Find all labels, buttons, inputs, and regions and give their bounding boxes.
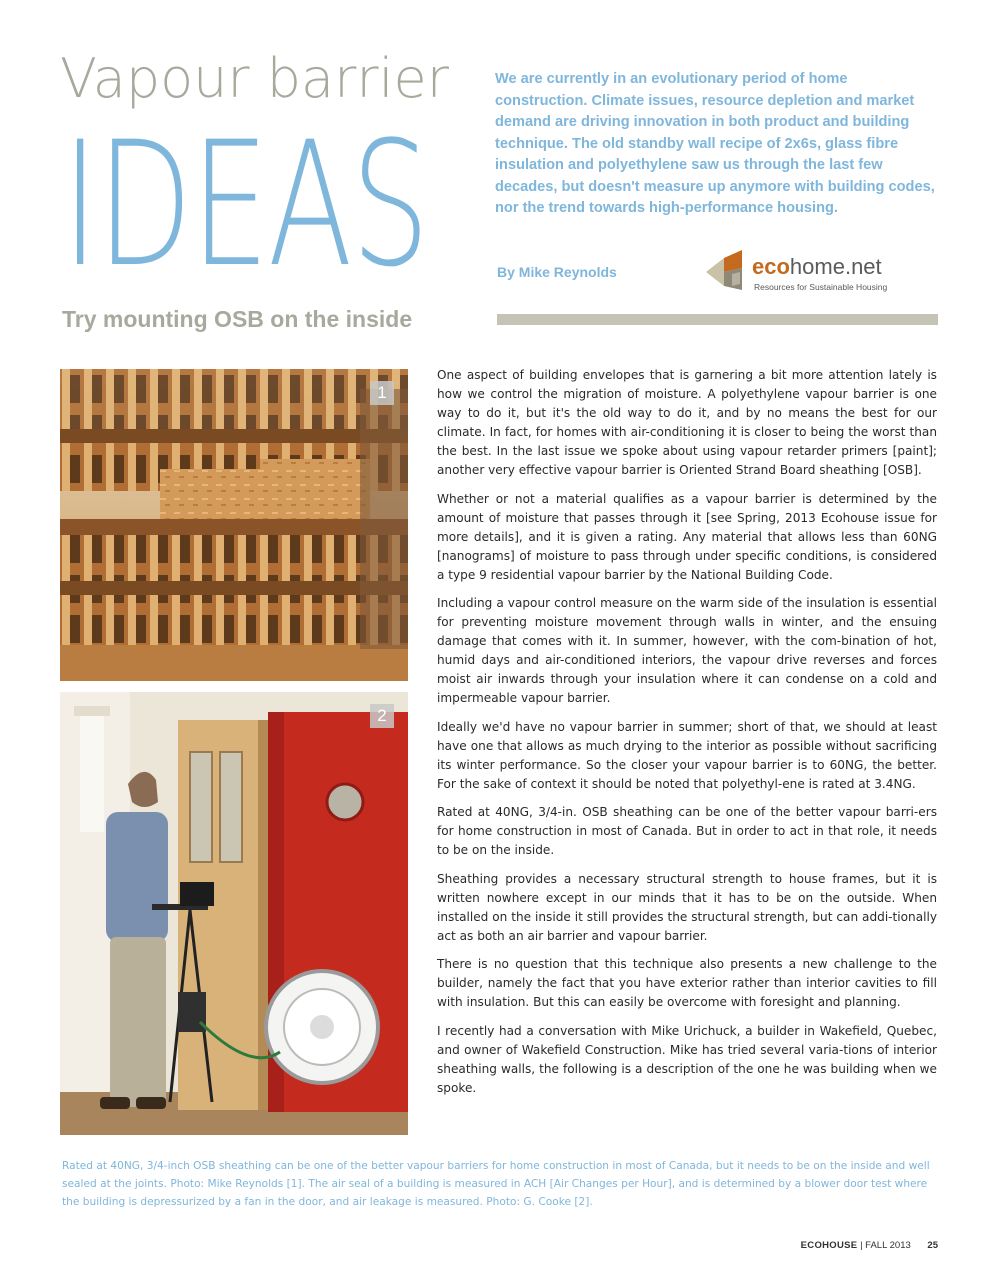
photo-osb-framing — [60, 369, 408, 681]
footer-publication: ECOHOUSE — [800, 1240, 858, 1251]
article-body — [437, 366, 937, 1107]
ecohome-wordmark: ecohome.net — [752, 254, 882, 279]
article-paragraph-7: There is no question that this technique also presents a new challenge to the builder, namely the fact that you have exterior rather than interior cavities to fill with insulation. But this can easily be overcome with foresight and planning. — [437, 957, 937, 1009]
page-footer — [760, 1240, 938, 1251]
article-paragraph-3: Including a vapour control measure on the warm side of the insulation is essential for preventing moisture movement through walls in winter, and the ensuing damage that comes with it. In summer, however, with the com-bination of hot, humid days and air-conditioned interiors, the vapour drive reverses and forces moist air inwards through your insulation where it can condense on a cold and impermeable vapour barrier. — [437, 596, 937, 705]
article-paragraph-1: One aspect of building envelopes that is garnering a bit more attention lately is how we control the migration of moisture. A polyethylene vapour barrier is one way to do it, but it's the old way to do it, and by no means the best for our climate. In fact, for homes with air-conditioning it is closer to being the worst than the best. In the last issue we spoke about using vapour retarder primers [paint]; another very effective vapour barrier is Oriented Strand Board sheathing [OSB]. — [437, 368, 937, 477]
article-paragraph-6: Sheathing provides a necessary structural strength to house frames, but it is written nowhere except in our minds that it has to be on the outside. When installed on the inside it still provides the structural strength, but can addi-tionally act as both an air barrier and vapour barrier. — [437, 871, 937, 943]
article-paragraph-5: Rated at 40NG, 3/4-in. OSB sheathing can be one of the better vapour barri-ers for home construction in most of Canada. But in order to act in that role, it needs to be on the inside. — [437, 805, 937, 857]
title-ideas: IDEAS — [62, 104, 429, 305]
page-number: 25 — [927, 1240, 938, 1251]
photo-1-badge: 1 — [370, 381, 394, 405]
footer-issue: FALL 2013 — [865, 1240, 911, 1251]
photo-osb-framing-image — [60, 369, 408, 681]
article-paragraph-8: I recently had a conversation with Mike Urichuck, a builder in Wakefield, Quebec, and owner of Wakefield Construction. Mike has tried several varia-tions of interior sheathing walls, the following is a description of the one he was building when we spoke. — [437, 1023, 937, 1095]
article-paragraph-4: Ideally we'd have no vapour barrier in summer; short of that, we should at least have one that allows as much drying to the interior as possible without sacrificing its winter performance. So the closer your vapour barrier is to 60NG, the better. For the sake of context it should be noted that polyethyl-ene is rated at 3.4NG. — [437, 719, 937, 791]
subtitle: Try mounting OSB on the inside — [62, 306, 413, 332]
header-rule — [497, 314, 938, 325]
photo-blower-door-image — [60, 692, 408, 1135]
ecohome-logo — [702, 246, 922, 296]
photo-caption: Rated at 40NG, 3/4-inch OSB sheathing can be one of the better vapour barriers for home construction in most of Canada, but it needs to be on the inside and well sealed at the joints. Photo: Mike Reynolds [1]. The air seal of a building is measured in ACH [Air Changes per Hour], and is determined by a blower door test where the building is depressurized by a fan in the door, and air leakage is measured. Photo: G. Cooke [2]. — [62, 1160, 930, 1208]
intro-paragraph: We are currently in an evolutionary period of home construction. Climate issues, resource depletion and market demand are driving innovation in both product and building technique. The old standby wall recipe of 2x6s, glass fibre insulation and polyethylene saw us through the last few decades, but doesn't measure up anymore with building codes, nor the trend towards high-performance housing. — [495, 71, 935, 216]
ecohome-logo-icon — [702, 246, 750, 294]
article-paragraph-2: Whether or not a material qualifies as a vapour barrier is determined by the amount of moisture that passes through it [see Spring, 2013 Ecohouse issue for more details], and it is given a rating. Any material that allows less than 60NG [nanograms] of moisture to pass through under specific conditions, is considered a type 9 residential vapour barrier by the National Building Code. — [437, 491, 937, 582]
photo-2-badge: 2 — [370, 704, 394, 728]
footer-separator: | — [860, 1240, 863, 1251]
byline: By Mike Reynolds — [497, 264, 617, 280]
photo-blower-door-test — [60, 692, 408, 1135]
ecohome-tagline: Resources for Sustainable Housing — [754, 282, 888, 292]
title-vapour-barrier: Vapour barrier — [60, 47, 449, 110]
